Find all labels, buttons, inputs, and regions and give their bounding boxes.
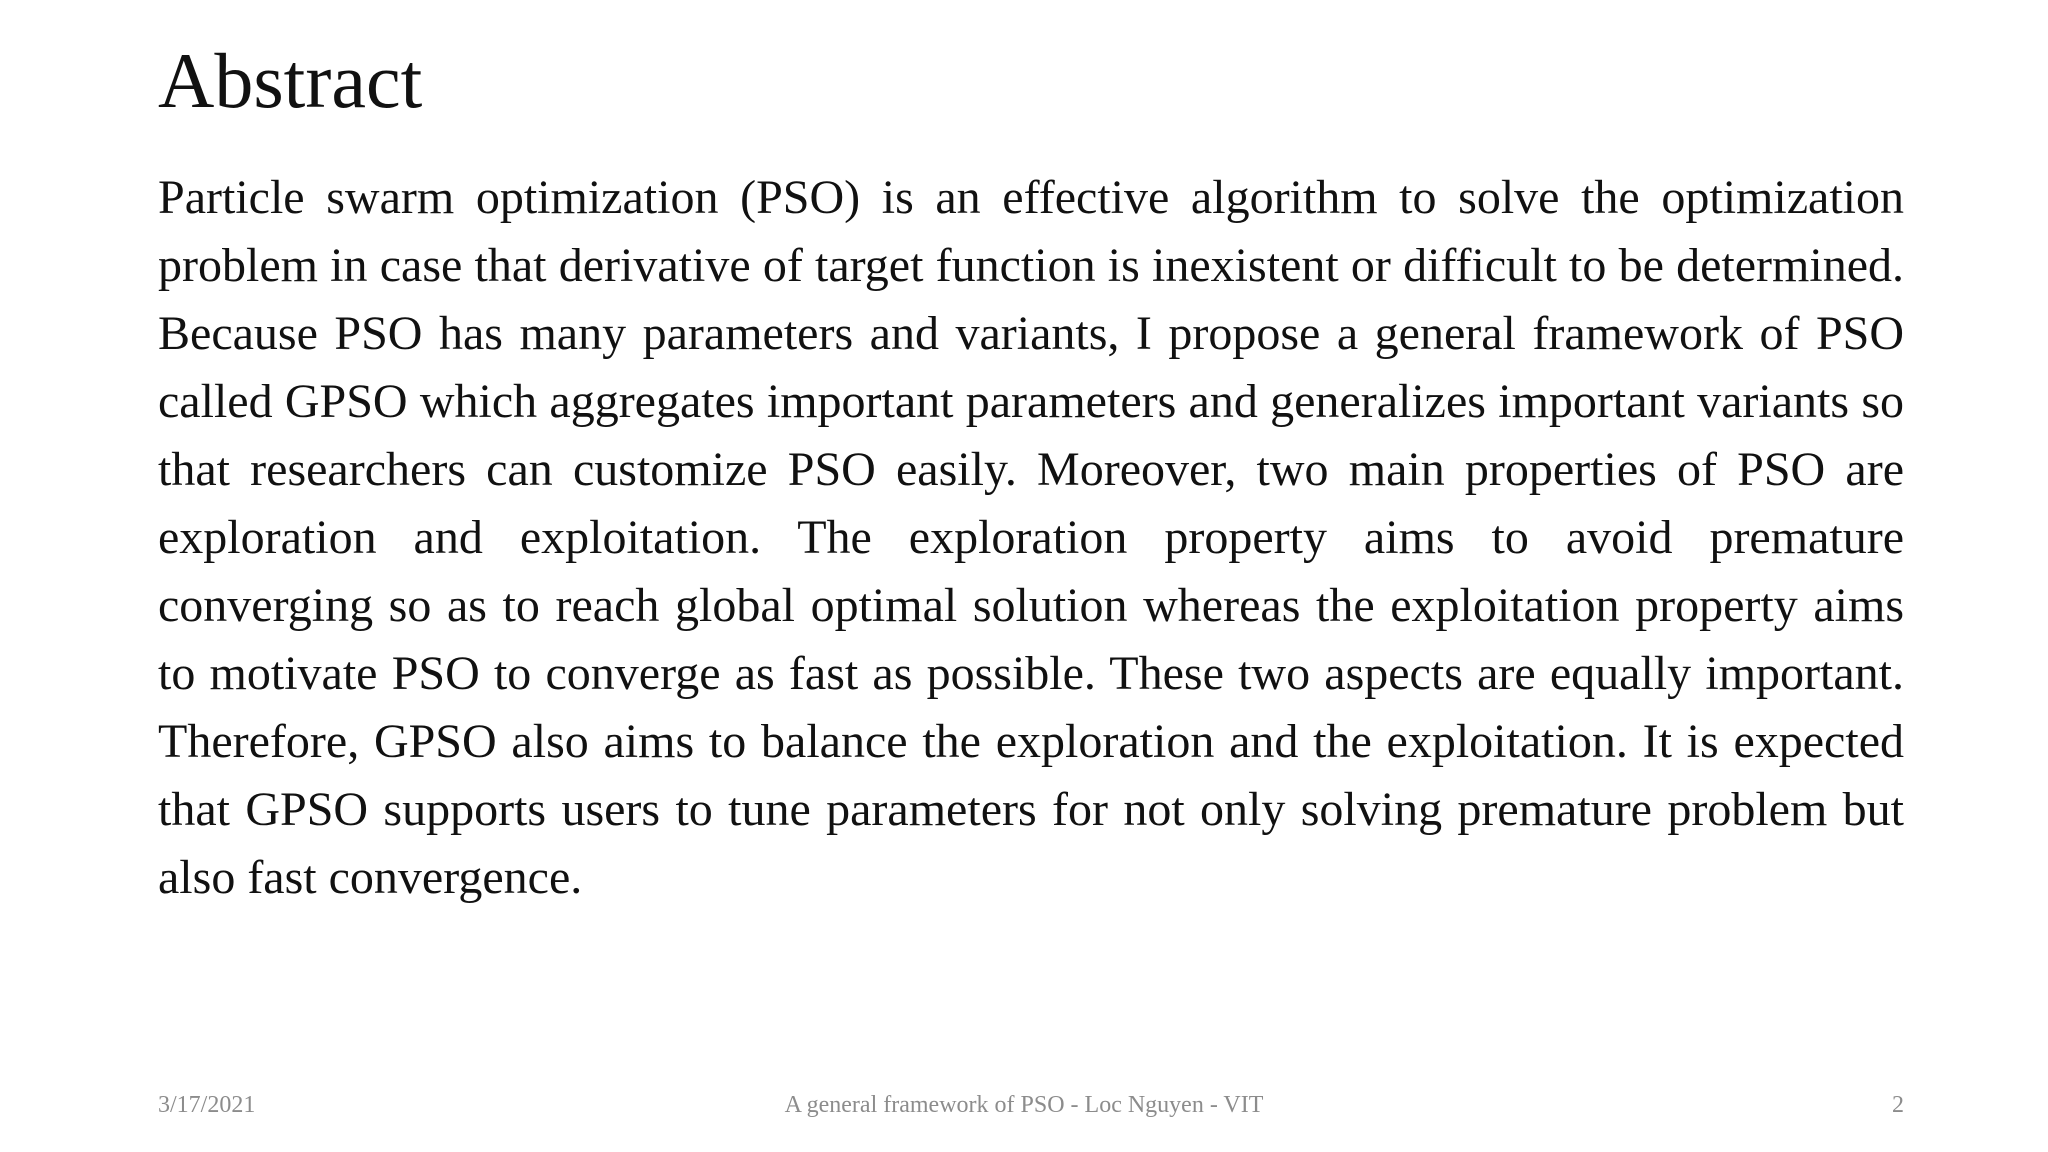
footer-title: A general framework of PSO - Loc Nguyen - VIT <box>784 1092 1264 1118</box>
slide-title: Abstract <box>158 37 423 124</box>
abstract-paragraph: Particle swarm optimization (PSO) is an effective algorithm to solve the optimization problem in case that derivative of target function is inexistent or difficult to be determined. Because PSO has many parameters and variants, I propose a general framework of PSO called GPSO which aggregates important parameters and generalizes important variants so that researchers can customize PSO easily. Moreover, two main properties of PSO are exploration and exploitation. The exploration property aims to avoid premature converging so as to reach global optimal solution whereas the exploitation property aims to motivate PSO to converge as fast as possible. These two aspects are equally important. Therefore, GPSO also aims to balance the exploration and the exploitation. It is expected that GPSO supports users to tune parameters for not only solving premature problem but also fast convergence. <box>158 171 1904 904</box>
footer-date: 3/17/2021 <box>158 1092 256 1118</box>
slide-number: 2 <box>1892 1092 1904 1118</box>
